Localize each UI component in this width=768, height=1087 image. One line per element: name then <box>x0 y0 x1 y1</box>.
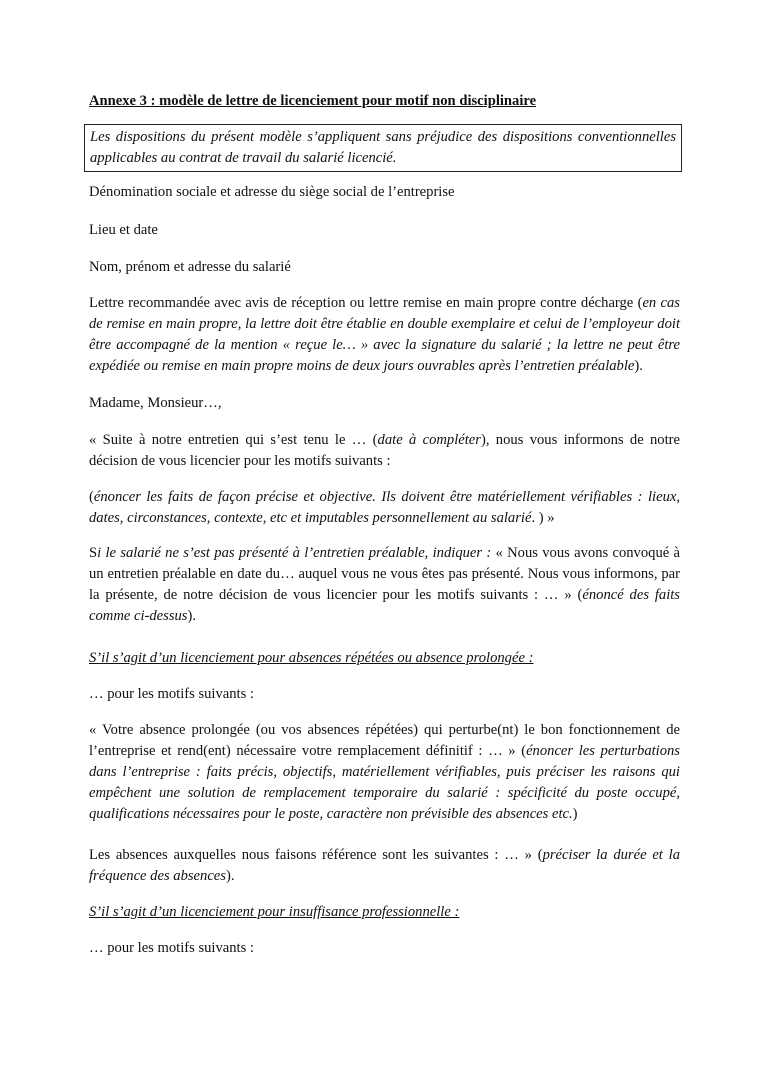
suite-text-2: ), nous vous informons de notre décision de vous licencier pour les motifs suivants : <box>89 432 680 469</box>
absent-italic-2: énoncé des faits comme ci-dessus <box>89 587 680 624</box>
absent-s: S <box>89 545 98 561</box>
votre-absence-text-2: ) <box>572 806 578 822</box>
document-heading: Annexe 3 : modèle de lettre de licenciement pour motif non disciplinaire <box>89 93 537 109</box>
absences-ref-text-2: ). <box>225 868 235 884</box>
enoncer-paragraph <box>89 487 680 529</box>
absent-text-1: « Nous vous avons convoqué à un entretien préalable en date du… auquel vous ne vous êtes pas présenté. Nous vous informons, par la présente, de notre décision de vous licencier pour les motifs suivants : … » ( <box>89 545 680 603</box>
section-absences-heading: S’il s’agit d’un licenciement pour absences répétées ou absence prolongée : <box>89 650 534 666</box>
votre-absence-italic: énoncer les perturbations dans l’entreprise : faits précis, objectifs, matériellement vérifiables, puis préciser les raisons qui empêchent une solution de remplacement temporaire du salarié : spécificité du poste occupé, qualifications nécessaires pour le poste, caractère non prévisible des absences etc. <box>89 743 680 822</box>
section-insuffisance-heading: S’il s’agit d’un licenciement pour insuffisance professionnelle : <box>89 904 460 920</box>
lettre-text-2: ). <box>634 358 643 374</box>
nom-salarie-line: Nom, prénom et adresse du salarié <box>89 259 291 275</box>
absences-ref-text-1: Les absences auxquelles nous faisons référence sont les suivantes : … » ( <box>89 847 543 863</box>
enoncer-text-1: ( <box>89 489 94 505</box>
absent-text-2: ). <box>187 608 196 624</box>
lettre-italic: en cas de remise en main propre, la lettre doit être établie en double exemplaire et celui de l’employeur doit être accompagné de la mention « reçue le… » avec la signature du salarié ; la lettre ne peut être expédiée ou remise en main propre moins de deux jours ouvrables après l’entretien préalable <box>89 295 680 374</box>
lettre-text-1: Lettre recommandée avec avis de réception ou lettre remise en main propre contre décharge ( <box>89 295 643 311</box>
suite-paragraph <box>89 430 680 472</box>
motifs-line-2: … pour les motifs suivants : <box>89 940 254 956</box>
lettre-paragraph <box>89 293 680 377</box>
suite-text-1: « Suite à notre entretien qui s’est tenu le … ( <box>89 432 378 448</box>
absences-ref-italic: préciser la durée et la fréquence des absences <box>89 847 680 884</box>
absences-ref-paragraph <box>89 845 680 887</box>
absent-italic-1: i le salarié ne s’est pas présenté à l’entretien préalable, indiquer : <box>97 545 496 561</box>
enoncer-text-2: . ) » <box>531 510 555 526</box>
boxed-note: Les dispositions du présent modèle s’appliquent sans préjudice des dispositions conventionnelles applicables au contrat de travail du salarié licencié. <box>84 124 682 172</box>
denomination-line: Dénomination sociale et adresse du siège social de l’entreprise <box>89 184 455 200</box>
suite-italic: date à compléter <box>377 432 481 448</box>
votre-absence-text-1: « Votre absence prolongée (ou vos absences répétées) qui perturbe(nt) le bon fonctionnement de l’entreprise et rend(ent) nécessaire votre remplacement définitif : … » ( <box>89 722 680 759</box>
lieu-date-line: Lieu et date <box>89 222 158 238</box>
votre-absence-paragraph <box>89 720 680 825</box>
salutation-line: Madame, Monsieur…, <box>89 395 222 411</box>
absent-paragraph <box>89 543 680 627</box>
enoncer-italic: énoncer les faits de façon précise et objective. Ils doivent être matériellement vérifiables : lieux, dates, circonstances, contexte, etc et imputables personnellement au salarié <box>89 489 680 526</box>
motifs-line-1: … pour les motifs suivants : <box>89 686 254 702</box>
